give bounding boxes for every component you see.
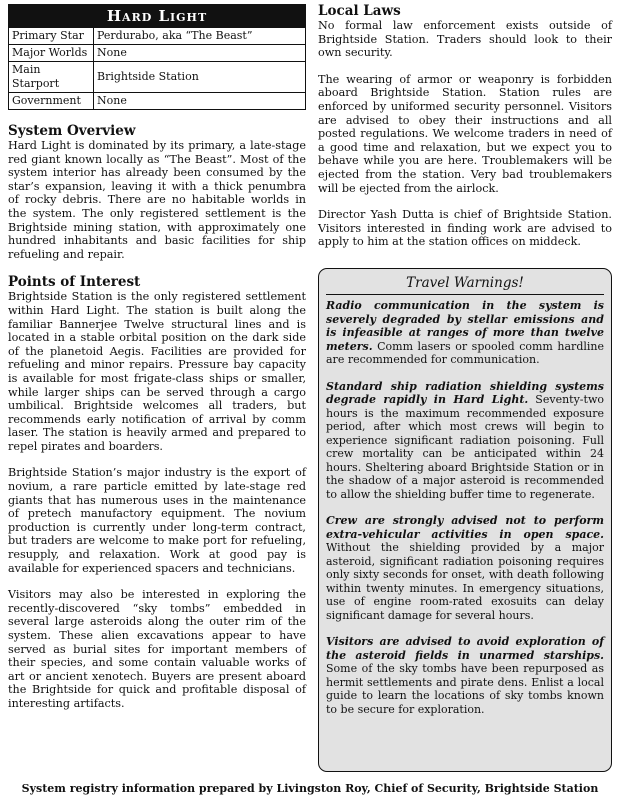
row-label: Primary Star	[9, 28, 94, 45]
warning-item	[326, 380, 604, 502]
row-value: None	[94, 93, 306, 110]
system-name-title: Hard Light	[9, 5, 306, 28]
warning-item	[326, 635, 604, 716]
row-value: Brightside Station	[94, 62, 306, 93]
warning-item	[326, 299, 604, 367]
warning-body: Without the shielding provided by a major asteroid, significant radiation poisoning requires only sixty seconds for onset, with death following within twenty minutes. In emergency situations, use of engine room-rated exosuits can delay significant damage for several hours.	[326, 541, 604, 622]
poi-paragraph: Brightside Station is the only registered settlement within Hard Light. The station is built along the familiar Bannerjee Twelve structural lines and is located in a stable orbital position on the dark side of the planetoid Aegis. Facilities are provided for refueling and minor repairs. Pressure bay capacity is available for most frigate-class ships or smaller, while larger ships can be served through a cargo umbilical. Brightside welcomes all traders, but recommends early notification of arrival by comm laser. The station is heavily armed and prepared to repel pirates and boarders.	[8, 290, 306, 453]
row-label: Government	[9, 93, 94, 110]
laws-paragraph: No formal law enforcement exists outside of Brightside Station. Traders should look to their own security.	[318, 19, 612, 60]
travel-warnings-heading: Travel Warnings!	[326, 275, 604, 295]
warning-body: Seventy-two hours is the maximum recommended exposure period, after which most crews will begin to experience significant radiation poisoning. Full crew mortality can be anticipated within 24 hours. Sheltering aboard Brightside Station or in the shadow of a major asteroid is recommended to allow the shielding buffer time to regenerate.	[326, 393, 604, 501]
row-label: Main Starport	[9, 62, 94, 93]
warning-lead: Radio communication in the system is severely degraded by stellar emissions and is infeasible at ranges of more than twelve meters.	[326, 299, 604, 353]
warning-body: Comm lasers or spooled comm hardline are recommended for communication.	[326, 339, 604, 366]
poi-paragraph: Brightside Station’s major industry is the export of novium, a rare particle emitted by late-stage red giants that has numerous uses in the maintenance of pretech manufactory equipment. The novium production is currently under long-term contract, but traders are welcome to make port for refueling, resupply, and relaxation. Work at good pay is available for experienced spacers and technicians.	[8, 466, 306, 575]
laws-paragraph: The wearing of armor or weaponry is forbidden aboard Brightside Station. Station rules are enforced by uniformed security personnel. Visitors are advised to obey their instructions and all posted regulations. We welcome traders in need of a good time and relaxation, but we expect you to behave while you are here. Troublemakers will be ejected from the station. Very bad troublemakers will be ejected from the airlock.	[318, 72, 612, 195]
row-value: Perdurabo, aka “The Beast”	[94, 28, 306, 45]
system-info-table	[8, 4, 306, 110]
local-laws-heading: Local Laws	[318, 3, 401, 19]
left-column	[8, 4, 306, 711]
system-overview-heading: System Overview	[8, 123, 136, 139]
right-column	[318, 4, 612, 249]
system-overview-text: Hard Light is dominated by its primary, a late-stage red giant known locally as “The Beast”. Most of the system interior has already been consumed by the star’s expansion, leaving it with a thick penumbra of rocky debris. There are no habitable worlds in the system. The only registered settlement is the Brightside mining station, with approximately one hundred inhabitants and basic facilities for ship refueling and repair.	[8, 139, 306, 261]
points-of-interest-heading: Points of Interest	[8, 274, 141, 291]
warning-lead: Standard ship radiation shielding systems degrade rapidly in Hard Light.	[326, 379, 604, 406]
footer-credit: System registry information prepared by Livingston Roy, Chief of Security, Brightside Station	[21, 782, 599, 795]
row-label: Major Worlds	[9, 45, 94, 62]
table-row	[9, 62, 306, 93]
poi-paragraph: Visitors may also be interested in exploring the recently-discovered “sky tombs” embedded in several large asteroids along the outer rim of the system. These alien excavations appear to have served as burial sites for important members of their species, and some contain valuable works of art or ancient xenotech. Buyers are present aboard the Brightside for quick and profitable disposal of interesting artifacts.	[8, 588, 306, 710]
warning-item	[326, 514, 604, 622]
warning-body: Some of the sky tombs have been repurposed as hermit settlements and pirate dens. Enlist a local guide to learn the locations of sky tombs known to be secure for exploration.	[326, 662, 604, 716]
warning-lead: Visitors are advised to avoid exploration of the asteroid fields in unarmed starships.	[326, 635, 604, 662]
warning-lead: Crew are strongly advised not to perform extra-vehicular activities in open space.	[326, 514, 604, 541]
laws-paragraph: Director Yash Dutta is chief of Brightside Station. Visitors interested in finding work are advised to apply to him at the station offices on middeck.	[318, 208, 612, 249]
table-row	[9, 45, 306, 62]
table-row	[9, 28, 306, 45]
row-value: None	[94, 45, 306, 62]
travel-warnings-box	[318, 268, 612, 772]
table-row	[9, 93, 306, 110]
